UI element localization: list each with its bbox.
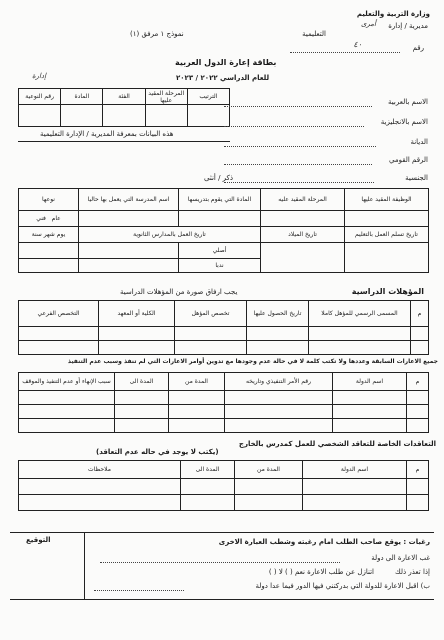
contract-col-notes: ملاحظات	[19, 461, 181, 479]
type-label: نوعها	[42, 196, 55, 203]
qual-col-specialty: تخصص المؤهل	[175, 301, 247, 327]
loan-col-country: اسم الدولة	[333, 373, 407, 391]
wishes-title: رغبات : يوقع صاحب الطلب امام رغبته وشطب العبارة الاخرى	[218, 538, 430, 546]
qual-col-date: تاريخ الحصول عليها	[247, 301, 309, 327]
educational-label: التعليمية	[302, 30, 326, 38]
qual-col-index: م	[411, 301, 429, 327]
qualifications-title: المؤهلات الدراسية	[351, 287, 424, 296]
signature-label: التوقيع	[26, 536, 51, 544]
year-label: سنة	[31, 231, 42, 238]
type-options	[19, 211, 79, 227]
original-label: أصلي	[179, 243, 261, 259]
form-title: بطاقة إعارة الدول العربية	[175, 58, 277, 67]
job-col-position: الوظيفة المقيد عليها	[345, 189, 429, 211]
contracts-title: التعاقدات الخاصة للتعاقد الشخصي للعمل كمدرس بالخارج	[238, 440, 436, 448]
qualifications-table	[18, 300, 429, 355]
contract-col-to: المدة الى	[181, 461, 235, 479]
directorate-label: مديرية / إدارة	[388, 22, 428, 30]
side-mark: إدارة	[32, 72, 47, 80]
academic-year: للعام الدراسي ٢٠٢٢ / ٢٠٢٣	[176, 74, 270, 82]
secondary-date-label: تاريخ العمل بالمدارس الثانوية	[79, 227, 261, 243]
col-order: الترتيب	[187, 89, 229, 105]
job-table	[18, 188, 429, 273]
type-general: عام	[51, 215, 61, 222]
duration-header	[19, 227, 79, 243]
date-start-label: تاريخ تسلم العمل بالتعليم	[345, 227, 429, 243]
month-label: شهر	[43, 231, 55, 238]
previous-loans-table	[18, 372, 429, 433]
loan-col-order: رقم الأمر التنفيذي وتاريخه	[225, 373, 333, 391]
contract-col-index: م	[407, 461, 429, 479]
col-stage: المرحلة المقيد عليها	[145, 89, 187, 105]
qualifications-note: يجب ارفاق صورة من المؤهلات الدراسية	[120, 288, 238, 296]
ministry-label: وزارة التربية والتعليم	[356, 10, 430, 18]
job-col-type	[19, 189, 79, 211]
job-col-school: اسم المدرسة التي يعمل بها حاليا	[79, 189, 179, 211]
wish-line-2: إذا تعذر ذلك	[395, 568, 430, 576]
directorate-value: أمرى	[360, 20, 376, 28]
number-value: ٤٠	[353, 40, 362, 49]
wish-line-1: غب الاعارة الى دولة	[371, 554, 430, 562]
birth-date-label: تاريخ الميلاد	[261, 227, 345, 243]
number-label: رقم	[412, 44, 424, 52]
wish-line-3: ب) اقبل الاعارة للدولة التي بدركتني فيها الدور فيما عدا دولة	[255, 582, 430, 590]
type-technical: فني	[36, 215, 46, 222]
loan-col-index: م	[407, 373, 429, 391]
loan-col-from: المدة من	[169, 373, 225, 391]
qual-col-college: الكلية أو المعهد	[99, 301, 175, 327]
col-type-number: رقم النوعية	[19, 89, 61, 105]
form-reference: نموذج ١ مرفق (١)	[130, 30, 184, 38]
qual-col-subspecialty: التخصص الفرعي	[19, 301, 99, 327]
wish-line-2b: اتنازل عن طلب الاعارة نعم ( ) لا ( )	[268, 568, 374, 576]
nationality-label: الجنسية	[405, 174, 428, 182]
religion-label: الديانة	[410, 138, 428, 146]
name-ar-label: الاسم بالعربية	[388, 98, 428, 106]
job-col-subject: المادة التي يقوم بتدريسها	[179, 189, 261, 211]
gender-label: ذكر / أنثى	[204, 174, 233, 182]
national-id-label: الرقم القومي	[389, 156, 428, 164]
contract-col-from: المدة من	[235, 461, 303, 479]
loan-col-reason: سبب الإنهاء أو عدم التنفيذ والموقف	[19, 373, 115, 391]
col-category: الفئة	[103, 89, 145, 105]
contracts-table	[18, 460, 429, 511]
assigned-label: ندبا	[179, 259, 261, 273]
directorate-caption: هذه البيانات بمعرفة المديرية / الإدارة التعليمية	[40, 130, 174, 138]
job-col-stage: المرحلة المقيد عليه	[261, 189, 345, 211]
loan-col-to: المدة الى	[115, 373, 169, 391]
contracts-note: (يكتب لا يوجد في حاله عدم التعاقد)	[96, 448, 219, 456]
directorate-table	[18, 88, 230, 127]
qual-col-name: المسمى الرسمي للمؤهل كاملا	[309, 301, 411, 327]
contract-col-country: اسم الدولة	[303, 461, 407, 479]
previous-loans-title: جميع الاعارات السابقة وعددها ولا تكتب كلمة لا في حالة عدم وجودها مع تدوين أوامر الاعارات التي لم تنفذ وسبب عدم التنفيذ	[67, 358, 438, 365]
name-en-label: الاسم بالانجليزية	[380, 118, 428, 126]
day-label: يوم	[56, 231, 66, 238]
col-subject: المادة	[61, 89, 103, 105]
